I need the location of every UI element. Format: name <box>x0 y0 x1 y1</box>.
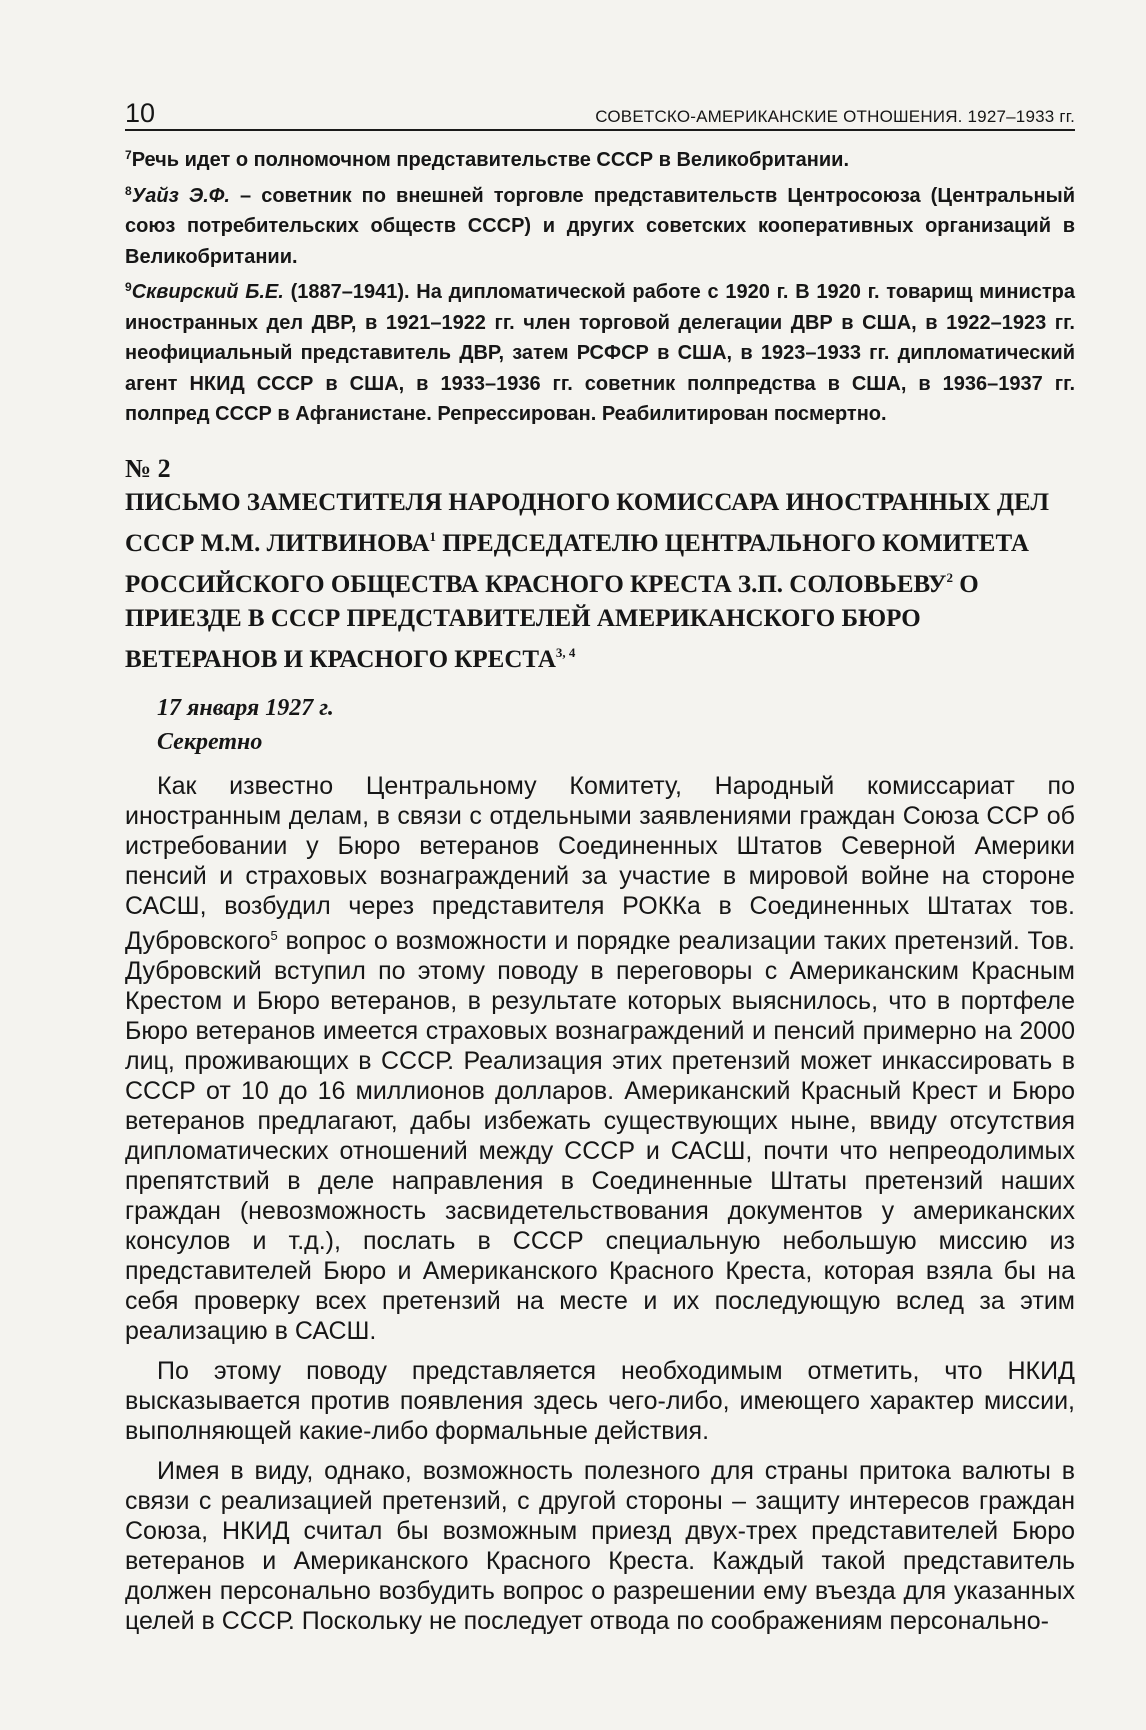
footnote-text: – советник по внешней торговле представительств Центросоюза (Центральный союз потребительских обществ СССР) и других советских кооперативных организаций в Великобритании. <box>125 184 1075 268</box>
paragraph-2: По этому поводу представляется необходимым отметить, что НКИД высказывается против появления здесь чего-либо, имеющего характер миссии, выполняющей какие-либо формальные действия. <box>125 1356 1075 1445</box>
footnote-mark: 9 <box>125 280 132 294</box>
footnote-person-name: Сквирский Б.Е. <box>131 281 284 303</box>
footnote-mark: 7 <box>125 148 132 162</box>
paragraph-text: вопрос о возможности и порядке реализации таких претензий. Тов. Дубровский вступил по этому поводу в переговоры с Американским Красным Крестом и Бюро ветеранов, в результате которых выяснилось, что в портфеле Бюро ветеранов имеется страховых вознаграждений и пенсий примерно на 2000 лиц, проживающих в СССР. Реализация этих претензий может инкассировать в СССР от 10 до 16 миллионов долларов. Американский Красный Крест и Бюро ветеранов предлагают, дабы избежать существующих ныне, ввиду отсутствия дипломатических отношений между СССР и САСШ, почти что непреодолимых препятствий в деле направления в Соединенные Штаты претензий наших граждан (невозможность засвидетельствования документов у американских консулов и т.д.), послать в СССР специальную небольшую миссию из представителей Бюро и Американского Красного Креста, которая взяла бы на себя проверку всех претензий на месте и их последующую вслед за этим реализацию в САСШ. <box>125 926 1075 1345</box>
running-title: СОВЕТСКО-АМЕРИКАНСКИЕ ОТНОШЕНИЯ. 1927–1933 гг. <box>595 107 1075 126</box>
title-part-1: ПИСЬМО ЗАМЕСТИТЕЛЯ НАРОДНОГО КОМИССАРА ИНОСТРАННЫХ ДЕЛ СССР М.М. ЛИТВИНОВА <box>125 488 1050 557</box>
page-number: 10 <box>125 98 156 128</box>
paragraph-1 <box>125 771 1075 1346</box>
footnote-text: Речь идет о полномочном представительстве СССР в Великобритании. <box>131 149 850 171</box>
title-footnote-mark: 2 <box>946 569 953 585</box>
title-part-3: О ПРИЕЗДЕ В СССР ПРЕДСТАВИТЕЛЕЙ АМЕРИКАНСКОГО БЮРО ВЕТЕРАНОВ И КРАСНОГО КРЕСТА <box>125 570 979 673</box>
footnote-person-name: Уайз Э.Ф. <box>131 184 230 207</box>
letter-body <box>125 771 1075 1636</box>
title-part-2: ПРЕДСЕДАТЕЛЮ ЦЕНТРАЛЬНОГО КОМИТЕТА РОССИЙСКОГО ОБЩЕСТВА КРАСНОГО КРЕСТА З.П. СОЛОВЬЕВУ <box>125 529 1029 598</box>
document-number: № 2 <box>125 453 171 483</box>
footnote-9 <box>125 272 1075 430</box>
footnote-text: (1887–1941). На дипломатической работе с 1920 г. В 1920 г. товарищ министра иностранных дел ДВР, в 1921–1922 гг. член торговой делегации ДВР в США, в 1922–1923 гг. неофициальный представитель ДВР, затем РСФСР в США, в 1923–1933 гг. дипломатический агент НКИД СССР в США, в 1933–1936 гг. советник полпредства в США, в 1936–1937 гг. полпред СССР в Афганистане. Репрессирован. Реабилитирован посмертно. <box>125 281 1076 425</box>
footnote-8 <box>125 176 1075 273</box>
footnote-7 <box>125 140 1075 176</box>
title-footnote-mark: 1 <box>429 528 437 544</box>
footnote-mark: 8 <box>125 183 132 198</box>
page-header <box>125 100 1075 131</box>
document-date: 17 января 1927 г. <box>157 694 334 721</box>
page-content <box>125 140 1075 1646</box>
body-footnote-mark: 5 <box>270 927 278 943</box>
document-meta <box>157 691 1075 759</box>
paragraph-text: Как известно Центральному Комитету, Народный комиссариат по иностранным делам, в связи с отдельными заявлениями граждан Союза ССР об истребовании у Бюро ветеранов Соединенных Штатов Северной Америки пенсий и страховых вознаграждений за участие в мировой войне на стороне САСШ, возбудил через представителя РОККа в Соединенных Штатах тов. Дубровского <box>125 771 1075 955</box>
title-footnote-mark: 3, 4 <box>555 644 576 660</box>
paragraph-3: Имея в виду, однако, возможность полезного для страны притока валюты в связи с реализацией претензий, с другой стороны – защиту интересов граждан Союза, НКИД считал бы возможным приезд двух-трех представителей Бюро ветеранов и Американского Красного Креста. Каждый такой представитель должен персонально возбудить вопрос о разрешении ему въезда для указанных целей в СССР. Поскольку не последует отвода по соображениям персонально- <box>125 1456 1075 1635</box>
document-title <box>125 486 1075 677</box>
document-classification: Секретно <box>157 728 263 755</box>
